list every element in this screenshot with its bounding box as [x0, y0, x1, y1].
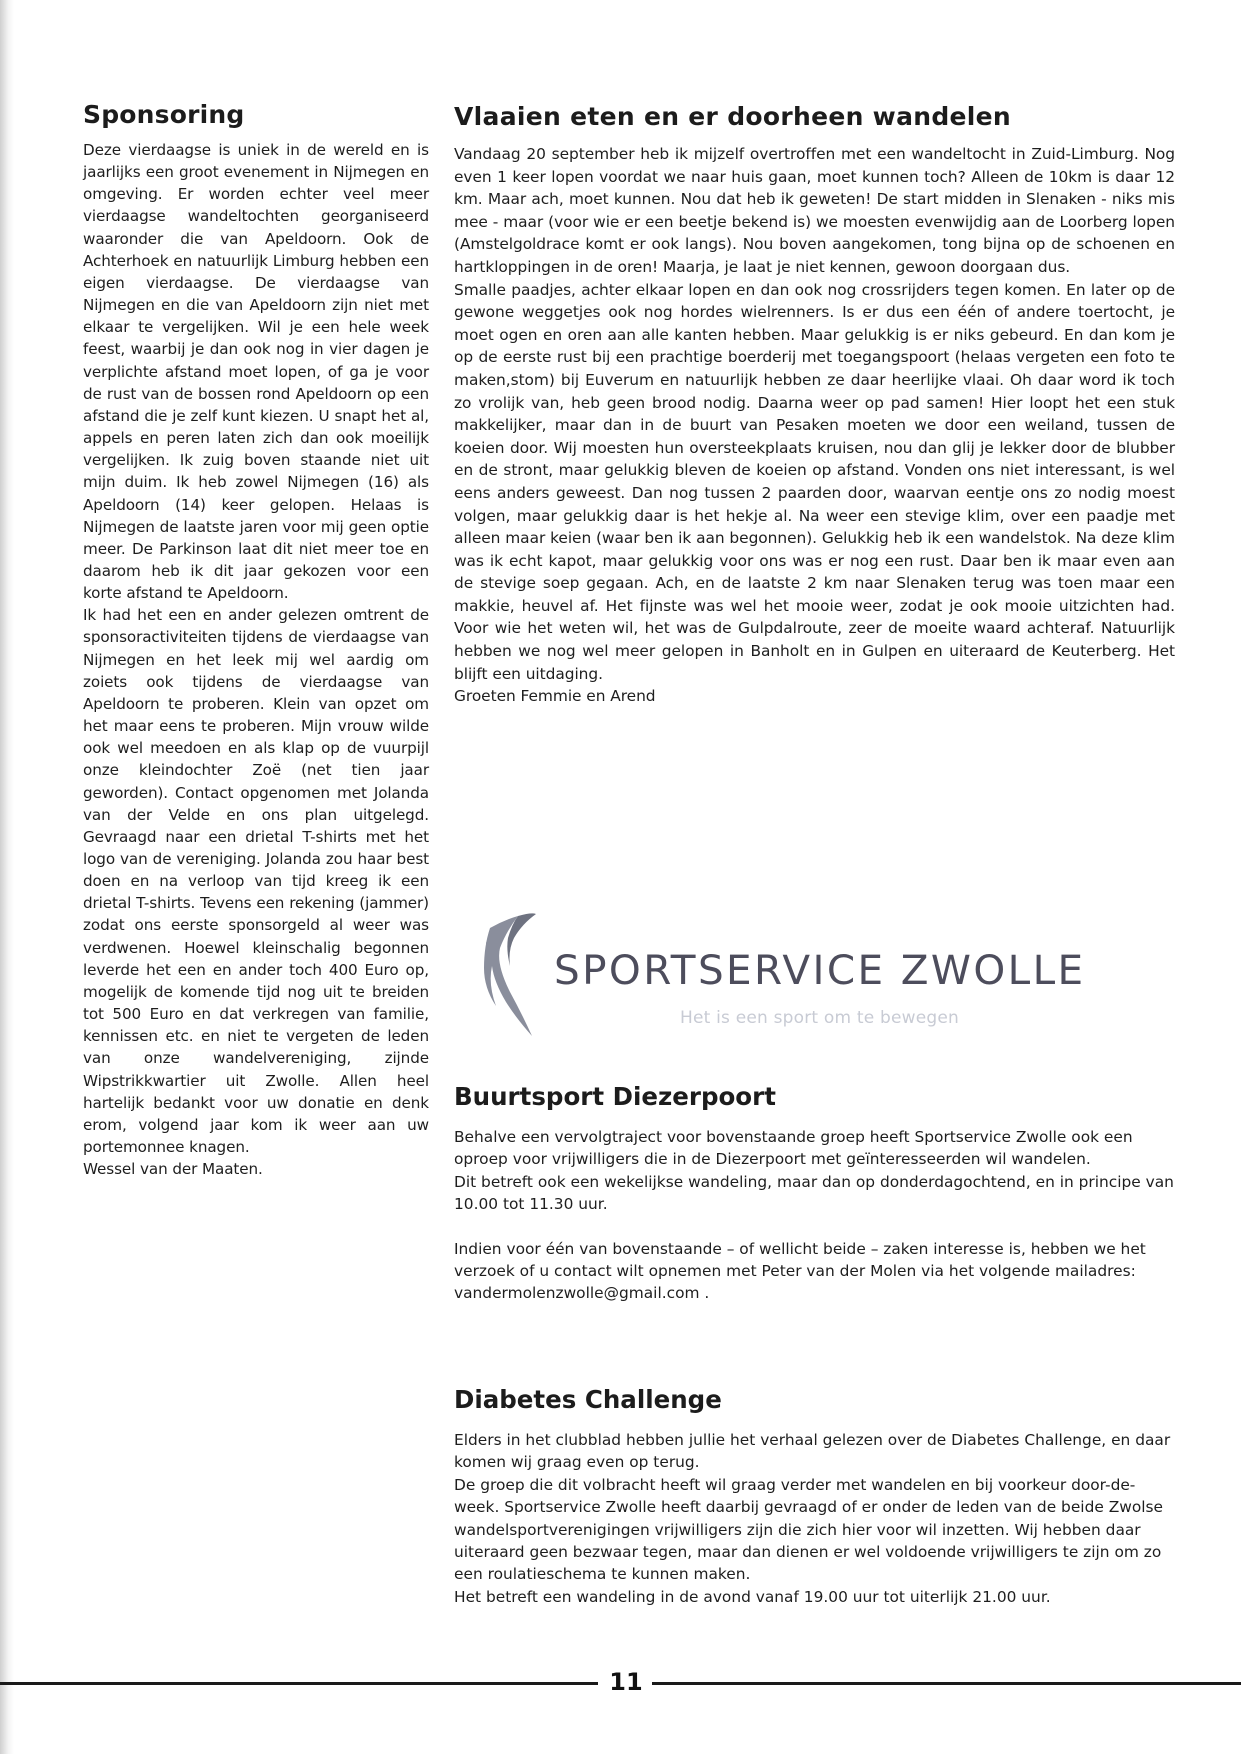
buurtsport-article [454, 1082, 1175, 1305]
footer-rule-right [652, 1682, 1241, 1685]
page-footer [0, 1668, 1241, 1698]
buurtsport-title: Buurtsport Diezerpoort [454, 1082, 776, 1111]
sponsoring-paragraph: Deze vierdaagse is uniek in de wereld en is jaarlijks een groot evenement in Nijmegen en omgeving. Er worden echter veel meer vierdaagse wandeltochten georganiseerd waaronder die van Apeldoorn. Ook de Achterhoek en natuurlijk Limburg hebben een eigen vierdaagse. De vierdaagse van Nijmegen en die van Apeldoorn zijn niet met elkaar te vergelijken. Wil je een hele week feest, waarbij je dan ook nog in vier dagen je verplichte afstand moet lopen, of ga je voor de rust van de bossen rond Apeldoorn op een afstand die je zelf kunt kiezen. U snapt het al, appels en peren laten zich dan ook moeilijk vergelijken. Ik zuig boven staande niet uit mijn duim. Ik heb zowel Nijmegen (16) als Apeldoorn (14) keer gelopen. Helaas is Nijmegen de laatste jaren voor mij geen optie meer. De Parkinson laat dit niet meer toe en daarom heb ik dit jaar gekozen voor een korte afstand te Apeldoorn. [83, 141, 429, 603]
diabetes-title: Diabetes Challenge [454, 1385, 722, 1414]
buurtsport-paragraph: Indien voor één van bovenstaande – of wellicht beide – zaken interesse is, hebben we het verzoek of u contact wilt opnemen met Peter van der Molen via het volgende mailadres: vandermolenzwolle@gmail.com . [454, 1239, 1146, 1303]
vlaaien-signature: Groeten Femmie en Arend [454, 687, 656, 706]
sponsoring-signature: Wessel van der Maaten. [83, 1160, 263, 1179]
page-number: 11 [609, 1668, 643, 1696]
buurtsport-paragraph: Behalve een vervolgtraject voor bovenstaande groep heeft Sportservice Zwolle ook een oproep voor vrijwilligers die in de Diezerpoort met geïnteresseerden wil wandelen. [454, 1128, 1133, 1169]
paragraph-spacer [454, 1216, 1175, 1238]
logo-name: SPORTSERVICE ZWOLLE [554, 946, 1086, 994]
diabetes-article [454, 1385, 1175, 1608]
sportservice-logo [470, 910, 1086, 1060]
vlaaien-paragraph: Vandaag 20 september heb ik mijzelf overtroffen met een wandeltocht in Zuid-Limburg. Nog even 1 keer lopen voordat we naar huis gaan, moet kunnen toch? Alleen de 10km is daar 12 km. Maar ach, moet kunnen. Nou dat heb ik geweten! De start midden in Slenaken - niks mis mee - maar (voor wie er een beetje bekend is) we moesten evenwijdig aan de Loorberg lopen (Amstelgoldrace komt er ook langs). Nou boven aangekomen, tong bijna op de schoenen en hartkloppingen in de oren! Maarja, je laat je niet kennen, gewoon doorgaan dus. [454, 145, 1175, 276]
sponsoring-paragraph: Ik had het een en ander gelezen omtrent de sponsoractiviteiten tijdens de vierdaagse van Nijmegen en het leek mij wel aardig om zoiets ook tijdens de vierdaagse van Apeldoorn te proberen. Klein van opzet om het maar eens te proberen. Mijn vrouw wilde ook wel meedoen en als klap op de vuurpijl onze kleindochter Zoë (net tien jaar geworden). Contact opgenomen met Jolanda van der Velde en ons plan uitgelegd. Gevraagd naar een drietal T-shirts met het logo van de vereniging. Jolanda zou haar best doen en na verloop van tijd kreeg ik een drietal T-shirts. Tevens een rekening (jammer) zodat ons eerste sponsorgeld al weer was verdwenen. Hoewel kleinschalig begonnen leverde het een en ander toch 400 Euro op, mogelijk de komende tijd nog uit te breiden tot 500 Euro en dat verkregen van familie, kennissen etc. en niet te vergeten de leden van onze wandelvereniging, zijnde Wipstrikkwartier uit Zwolle. Allen heel hartelijk bedankt voor uw donatie en denk erom, volgend jaar kom ik weer aan uw portemonnee knagen. [83, 606, 429, 1157]
footer-rule-left [0, 1682, 598, 1685]
diabetes-paragraph: Het betreft een wandeling in de avond vanaf 19.00 uur tot uiterlijk 21.00 uur. [454, 1587, 1051, 1606]
vlaaien-article [454, 102, 1175, 708]
vlaaien-paragraph: Smalle paadjes, achter elkaar lopen en dan ook nog crossrijders tegen komen. En later op de gewone weggetjes ook nog hordes wielrenners. Is er dus een één of andere toertocht, je moet ogen en oren aan alle kanten hebben. Maar gelukkig is er niks gebeurd. En dan kom je op de eerste rust bij een prachtige boerderij met toegangspoort (helaas vergeten een foto te maken,stom) bij Euverum en natuurlijk hebben ze daar heerlijke vlaai. Oh daar word ik toch zo vrolijk van, heb geen brood nodig. Daarna weer op pad samen! Hier loopt het een stuk makkelijker, maar dan in de buurt van Pesaken moeten we door een weiland, tussen de koeien door. Wij moesten hun oversteekplaats kruisen, nou dan glij je lekker door de blubber en de stront, maar gelukkig bleven de koeien op afstand. Vonden ons niet interessant, is wel eens anders geweest. Dan nog tussen 2 paarden door, waarvan eentje ons zo nodig moest volgen, maar gelukkig daar is het hekje al. Na weer een stevige klim, over een paadje met alleen maar keien (waar ben ik aan begonnen). Gelukkig heb ik een wandelstok. Na deze klim was ik echt kapot, maar gelukkig voor ons was er nog een rust. Daar ben ik maar even aan de stevige soep gegaan. Ach, en de laatste 2 km naar Slenaken terug was toen maar een makkie, heuvel af. Het fijnste was wel het mooie weer, zodat je ook mooie uitzichten had. Voor wie het weten wil, het was de Gulpdalroute, zeer de moeite waard achteraf. Natuurlijk hebben we nog wel meer gelopen in Banholt en in Gulpen en uiteraard de Keuterberg. Het blijft een uitdaging. [454, 280, 1175, 683]
sponsoring-article [83, 100, 429, 1180]
vlaaien-title: Vlaaien eten en er doorheen wandelen [454, 102, 1012, 131]
sponsoring-title: Sponsoring [83, 100, 245, 129]
scan-edge [0, 0, 14, 1754]
diabetes-paragraph: Elders in het clubblad hebben jullie het verhaal gelezen over de Diabetes Challenge, en daar komen wij graag even op terug. [454, 1431, 1171, 1472]
logo-tagline: Het is een sport om te bewegen [680, 1008, 960, 1028]
diabetes-paragraph: De groep die dit volbracht heeft wil graag verder met wandelen en bij voorkeur door-de-week. Sportservice Zwolle heeft daarbij gevraagd of er onder de leden van de beide Zwolse wandelsportverenigingen vrijwilligers zijn die zich hier voor wil inzetten. Wij hebben daar uiteraard geen bezwaar tegen, maar dan dienen er wel voldoende vrijwilligers te zijn om zo een roulatieschema te kunnen maken. [454, 1475, 1164, 1584]
runner-swoosh-icon [470, 910, 565, 1060]
buurtsport-paragraph: Dit betreft ook een wekelijkse wandeling, maar dan op donderdagochtend, en in principe van 10.00 tot 11.30 uur. [454, 1172, 1174, 1214]
